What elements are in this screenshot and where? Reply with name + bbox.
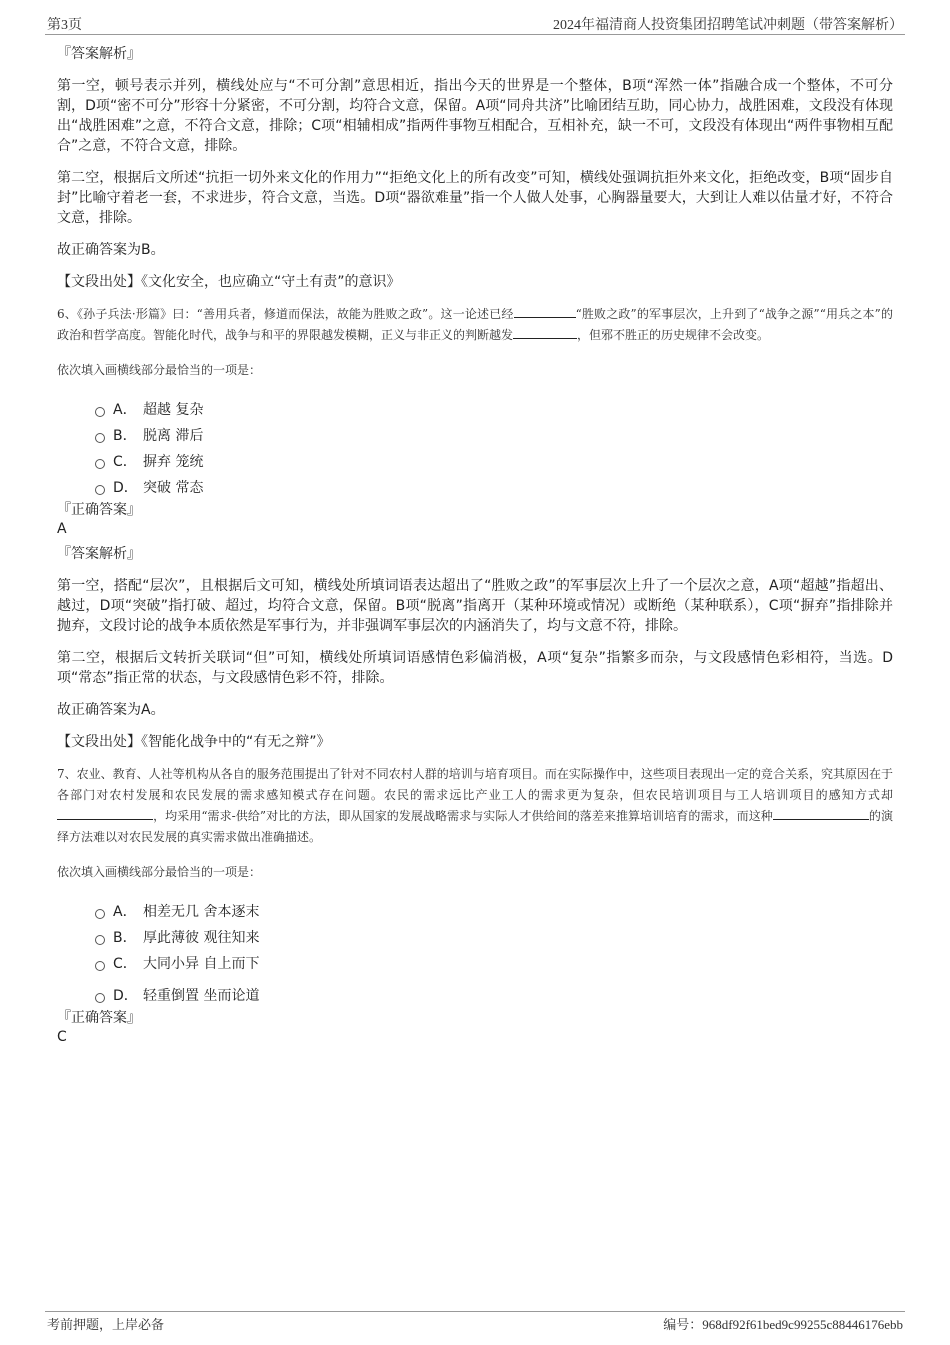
document-title: 2024年福清商人投资集团招聘笔试冲刺题（带答案解析）	[553, 18, 903, 33]
analysis-label: 『答案解析』	[57, 546, 141, 562]
option-text: 厚此薄彼 观往知来	[143, 930, 260, 946]
option-text: 脱离 滞后	[143, 428, 204, 444]
question-6-stem	[57, 304, 893, 346]
option-a[interactable]	[95, 396, 893, 422]
document-id: 编号：968df92f61bed9c99255c88446176ebb	[663, 1317, 903, 1332]
question-instruction: 依次填入画横线部分最恰当的一项是：	[57, 363, 262, 377]
radio-icon[interactable]	[95, 961, 105, 971]
analysis-label: 『答案解析』	[57, 46, 141, 62]
option-text: 轻重倒置 坐而论道	[143, 988, 260, 1004]
option-text: 相差无几 舍本逐末	[143, 904, 260, 920]
document-body	[57, 44, 893, 1052]
options-list	[95, 898, 893, 1008]
radio-icon[interactable]	[95, 433, 105, 443]
question-text: 7、农业、教育、人社等机构从各自的服务范围提出了针对不同农村人群的培训与培育项目。而在实际操作中，这些项目表现出一定的竞合关系，究其原因在于各部门对农村发展和农民发展的需求感知模式存在问题。农民的需求远比产业工人的需求更为复杂，但农民培训项目与工人培训项目的感知方式却	[57, 767, 893, 802]
option-a[interactable]	[95, 898, 893, 924]
correct-answer-value: C	[57, 1029, 67, 1045]
option-c[interactable]	[95, 950, 893, 976]
question-text: 的演绎方法难以对农民发展的真实需求做出准确描述。	[57, 809, 893, 844]
radio-icon[interactable]	[95, 407, 105, 417]
fill-blank	[773, 807, 869, 820]
footer-slogan: 考前押题，上岸必备	[47, 1317, 165, 1332]
option-c[interactable]	[95, 448, 893, 474]
option-letter: D．	[113, 480, 138, 496]
question-7-stem	[57, 764, 893, 848]
option-b[interactable]	[95, 924, 893, 950]
answer-conclusion: 故正确答案为A。	[57, 702, 165, 718]
radio-icon[interactable]	[95, 993, 105, 1003]
source-note: 【文段出处】《智能化战争中的“有无之辩”》	[57, 734, 331, 750]
option-letter: C．	[113, 956, 137, 972]
question-text: “胜败之政”的军事层次，上升到了“战争之源”“用兵之本”的政治和哲学高度。智能化时代，战争与和平的界限越发模糊，正义与非正义的判断越发	[57, 307, 893, 342]
answer-conclusion: 故正确答案为B。	[57, 242, 165, 258]
option-d[interactable]	[95, 982, 893, 1008]
radio-icon[interactable]	[95, 935, 105, 945]
option-letter: D．	[113, 988, 138, 1004]
analysis-paragraph: 第一空，搭配“层次”，且根据后文可知，横线处所填词语表达超出了“胜败之政”的军事层次上升了一个层次之意，A项“超越”指超出、越过，D项“突破”指打破、超过，均符合文意，保留。B项“脱离”指离开（某种环境或情况）或断绝（某种联系），C项“摒弃”指排除并抛弃，文段讨论的战争本质依然是军事行为，并非强调军事层次的内涵消失了，均与文意不符，排除。	[57, 578, 893, 634]
correct-answer-label: 『正确答案』	[57, 502, 141, 518]
option-letter: C．	[113, 454, 137, 470]
option-d[interactable]	[95, 474, 893, 500]
options-list	[95, 396, 893, 500]
radio-icon[interactable]	[95, 909, 105, 919]
page-footer	[45, 1311, 905, 1332]
option-letter: B．	[113, 930, 137, 946]
page-number: 第3页	[47, 18, 82, 33]
fill-blank	[513, 326, 577, 339]
option-text: 摒弃 笼统	[143, 454, 204, 470]
option-text: 大同小异 自上而下	[143, 956, 260, 972]
correct-answer-value: A	[57, 521, 67, 537]
question-text: ，均采用“需求-供给”对比的方法，即从国家的发展战略需求与实际人才供给间的落差来推算培训培育的需求，而这种	[153, 809, 773, 823]
option-b[interactable]	[95, 422, 893, 448]
option-text: 超越 复杂	[143, 402, 204, 418]
question-instruction: 依次填入画横线部分最恰当的一项是：	[57, 865, 262, 879]
question-text: 6、《孙子兵法·形篇》曰：“善用兵者，修道而保法，故能为胜败之政”。这一论述已经	[57, 307, 514, 321]
question-text: ，但邪不胜正的历史规律不会改变。	[577, 328, 770, 342]
source-note: 【文段出处】《文化安全，也应确立“守土有责”的意识》	[57, 274, 401, 290]
radio-icon[interactable]	[95, 485, 105, 495]
analysis-paragraph: 第一空，顿号表示并列，横线处应与“不可分割”意思相近，指出今天的世界是一个整体，B项“浑然一体”指融合成一个整体，不可分割，D项“密不可分”形容十分紧密，不可分割，均符合文意，保留。A项“同舟共济”比喻团结互助，同心协力，战胜困难，文段没有体现出“战胜困难”之意，不符合文意，排除；C项“相辅相成”指两件事物互相配合，互相补充，缺一不可，文段没有体现出“两件事物相互配合”之意，不符合文意，排除。	[57, 78, 893, 154]
fill-blank	[57, 807, 153, 820]
option-letter: A．	[113, 904, 137, 920]
page-header	[45, 14, 905, 35]
correct-answer-label: 『正确答案』	[57, 1010, 141, 1026]
fill-blank	[514, 305, 576, 318]
option-letter: A．	[113, 402, 137, 418]
analysis-paragraph: 第二空，根据后文转折关联词“但”可知，横线处所填词语感情色彩偏消极，A项“复杂”指繁多而杂，与文段感情色彩相符，当选。D项“常态”指正常的状态，与文段感情色彩不符，排除。	[57, 650, 893, 686]
radio-icon[interactable]	[95, 459, 105, 469]
option-letter: B．	[113, 428, 137, 444]
analysis-paragraph: 第二空，根据后文所述“抗拒一切外来文化的作用力”“拒绝文化上的所有改变”可知，横线处强调抗拒外来文化，拒绝改变，B项“固步自封”比喻守着老一套，不求进步，符合文意，当选。D项“器欲难量”指一个人做人处事，心胸器量要大，大到让人难以估量才好，不符合文意，排除。	[57, 170, 893, 226]
option-text: 突破 常态	[143, 480, 204, 496]
